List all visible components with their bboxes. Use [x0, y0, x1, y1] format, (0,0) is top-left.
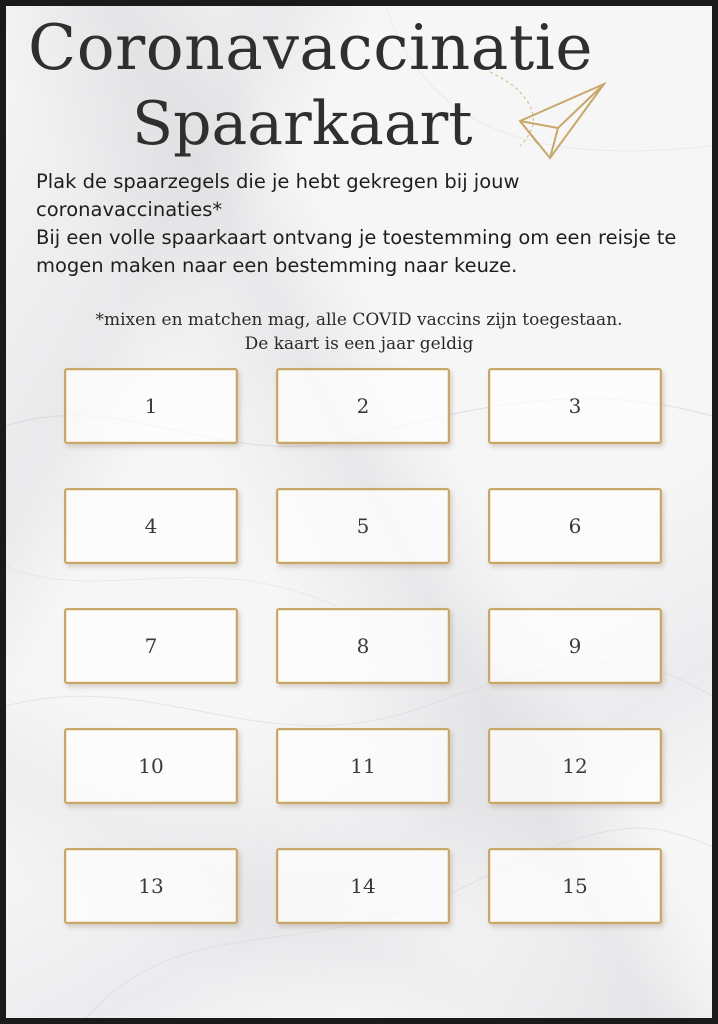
title-line-2: Spaarkaart	[132, 89, 473, 159]
stamp-slot[interactable]: 7	[64, 608, 238, 684]
footnote-line-1: *mixen en matchen mag, alle COVID vaccins zijn toegestaan.	[95, 310, 623, 330]
stamp-slot[interactable]: 5	[276, 488, 450, 564]
intro-line-1: Plak de spaarzegels die je hebt gekregen bij jouw coronavaccinaties*	[36, 170, 520, 221]
stamp-slot[interactable]: 13	[64, 848, 238, 924]
stamp-slot[interactable]: 1	[64, 368, 238, 444]
stamp-slot[interactable]: 6	[488, 488, 662, 564]
stamp-slot[interactable]: 9	[488, 608, 662, 684]
stamp-slot[interactable]: 14	[276, 848, 450, 924]
stamp-slot[interactable]: 8	[276, 608, 450, 684]
footnote	[6, 308, 712, 356]
stamp-slot[interactable]: 12	[488, 728, 662, 804]
stamp-slot[interactable]: 15	[488, 848, 662, 924]
savings-card	[6, 6, 712, 1018]
stamp-slot[interactable]: 2	[276, 368, 450, 444]
intro-line-2: Bij een volle spaarkaart ontvang je toestemming om een reisje te mogen maken naar een bestemming naar keuze.	[36, 226, 677, 277]
stamp-slot[interactable]: 11	[276, 728, 450, 804]
stamp-slot[interactable]: 4	[64, 488, 238, 564]
title-line-1: Coronavaccinatie	[28, 11, 594, 84]
stamp-slot[interactable]: 3	[488, 368, 662, 444]
stamp-slot[interactable]: 10	[64, 728, 238, 804]
paper-plane-icon	[480, 66, 610, 166]
intro-text	[36, 168, 696, 280]
stamp-grid	[64, 368, 668, 924]
footnote-line-2: De kaart is een jaar geldig	[244, 334, 474, 354]
